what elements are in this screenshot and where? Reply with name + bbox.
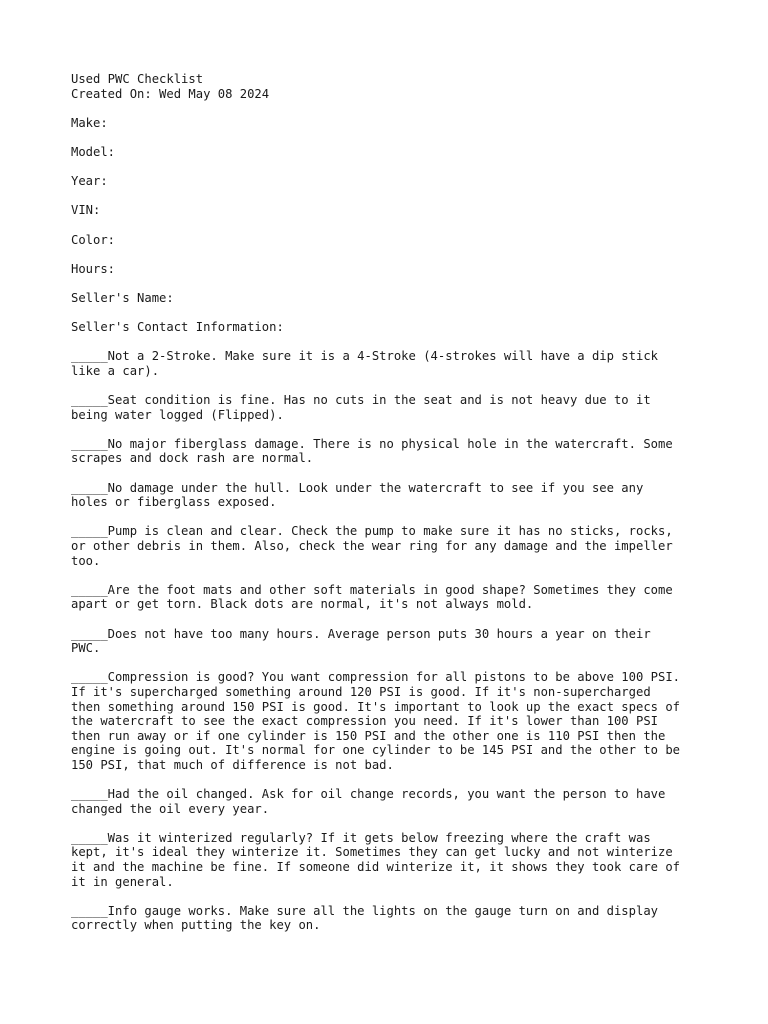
field-color: Color: [71,232,116,247]
document-title: Used PWC Checklist [71,72,204,86]
spacer [71,160,711,175]
spacer [71,218,711,233]
checklist-item-winterized: _____Was it winterized regularly? If it gets below freezing where the craft was kept, it's ideal they winterize it. Sometimes they can get lucky and not winterize it and the machine be fine. If someone did winterize it, it shows they took care of it in general. [71,830,681,889]
checklist-item-gauge: _____Info gauge works. Make sure all the lights on the gauge turn on and display correctly when putting the key on. [71,903,658,933]
checklist-item-pump: _____Pump is clean and clear. Check the pump to make sure it has no sticks, rocks, or other debris in them. Also, check the wear ring for any damage and the impeller too. [71,524,673,568]
spacer [71,335,711,350]
field-year: Year: [71,174,108,189]
checklist-item-hull: _____No damage under the hull. Look under the watercraft to see if you see any holes or fiberglass exposed. [71,480,644,510]
checklist-item-2-stroke: _____Not a 2-Stroke. Make sure it is a 4-Stroke (4-strokes will have a dip stick like a car). [71,349,658,378]
checklist-item-seat: _____Seat condition is fine. Has no cuts in the seat and is not heavy due to it being water logged (Flipped). [71,393,651,422]
field-model: Model: [71,144,116,159]
field-hours: Hours: [71,261,116,276]
spacer [71,130,711,145]
document-page [71,72,711,948]
spacer [71,306,711,321]
field-make: Make: [71,115,108,130]
field-seller-name: Seller's Name: [71,290,174,305]
spacer [71,247,711,262]
spacer [71,276,711,291]
field-vin: VIN: [71,203,101,218]
created-date: Created On: Wed May 08 2024 [71,86,270,101]
spacer [71,101,711,116]
checklist-item-foot-mats: _____Are the foot mats and other soft materials in good shape? Sometimes they come apart or get torn. Black dots are normal, it's not always mold. [71,582,673,612]
checklist-item-hours: _____Does not have too many hours. Average person puts 30 hours a year on their PWC. [71,626,651,656]
checklist-item-compression: _____Compression is good? You want compression for all pistons to be above 100 PSI. If it's supercharged something around 120 PSI is good. If it's non-supercharged then something around 150 PSI is good. It's important to look up the exact specs of the watercraft to see the exact compression you need. If it's lower than 100 PSI then run away or if one cylinder is 150 PSI and the other one is 110 PSI then the engine is going out. It's normal for one cylinder to be 145 PSI and the other to be 150 PSI, that much of difference is not bad. [71,670,681,772]
checklist-item-fiberglass: _____No major fiberglass damage. There is no physical hole in the watercraft. Some scrapes and dock rash are normal. [71,436,673,466]
spacer [71,189,711,204]
checklist-item-oil: _____Had the oil changed. Ask for oil change records, you want the person to have changed the oil every year. [71,787,666,816]
field-seller-contact: Seller's Contact Information: [71,320,284,335]
